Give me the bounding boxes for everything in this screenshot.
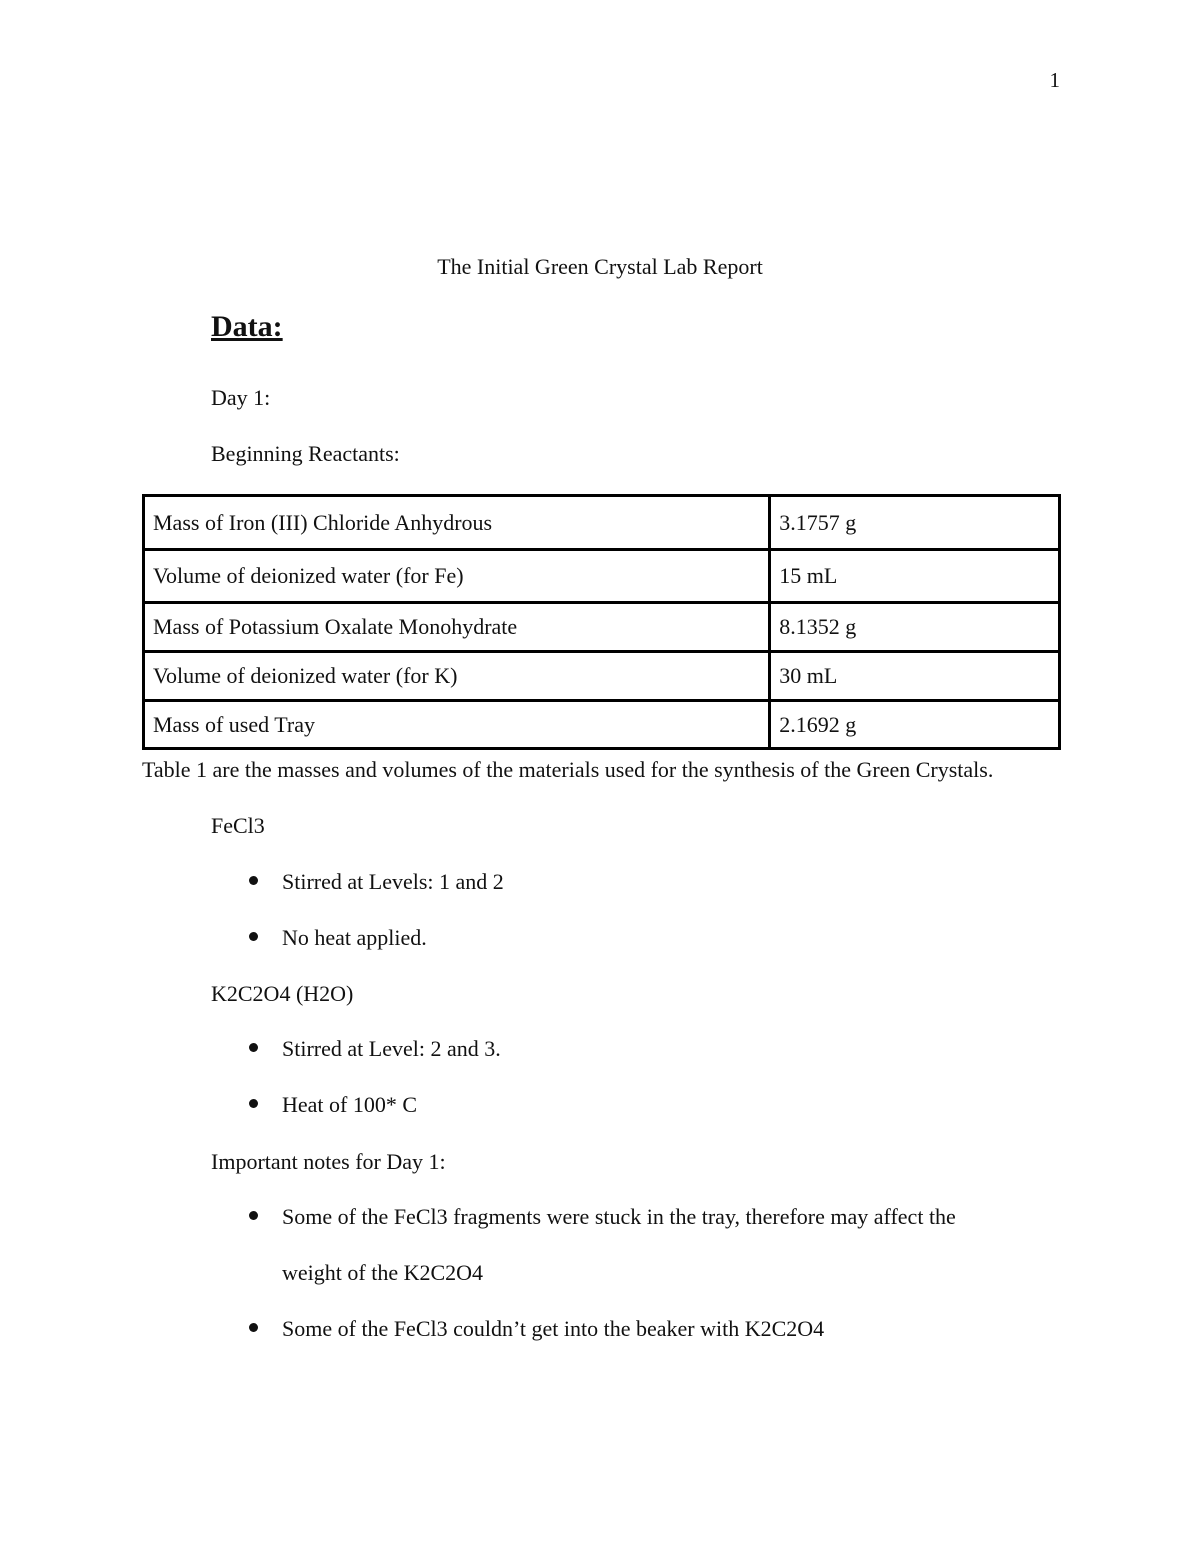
list-item	[249, 925, 427, 951]
bullet-icon	[249, 932, 258, 941]
section-heading-data: Data:	[211, 310, 283, 343]
list-item-text: Stirred at Level: 2 and 3.	[282, 1036, 501, 1061]
table-caption: Table 1 are the masses and volumes of the materials used for the synthesis of the Green Crystals.	[142, 757, 994, 782]
table-row	[144, 701, 1060, 749]
list-item-text: Heat of 100* C	[282, 1092, 418, 1117]
document-title: The Initial Green Crystal Lab Report	[437, 254, 763, 279]
list-item	[249, 1036, 501, 1062]
k2c2o4-label: K2C2O4 (H2O)	[211, 981, 354, 1006]
page-number: 1	[1049, 68, 1060, 92]
table-cell-value: 30 mL	[770, 652, 1060, 701]
table-cell-label: Mass of used Tray	[144, 701, 770, 749]
list-item	[249, 1204, 956, 1230]
table-cell-value: 3.1757 g	[770, 496, 1060, 550]
bullet-icon	[249, 1323, 258, 1332]
bullet-icon	[249, 876, 258, 885]
bullet-icon	[249, 1099, 258, 1108]
list-item-continuation: weight of the K2C2O4	[282, 1260, 484, 1285]
list-item-text: No heat applied.	[282, 925, 427, 950]
table-cell-label: Volume of deionized water (for Fe)	[144, 550, 770, 603]
reactants-label: Beginning Reactants:	[211, 441, 400, 466]
notes-label: Important notes for Day 1:	[211, 1149, 446, 1174]
table-row	[144, 603, 1060, 652]
list-item	[249, 869, 504, 895]
list-item	[249, 1092, 418, 1118]
day-label: Day 1:	[211, 385, 271, 410]
list-item	[249, 1316, 825, 1342]
reactants-table	[142, 494, 1061, 750]
fecl3-label: FeCl3	[211, 813, 265, 838]
table-row	[144, 550, 1060, 603]
table-row	[144, 652, 1060, 701]
table-cell-label: Mass of Potassium Oxalate Monohydrate	[144, 603, 770, 652]
bullet-icon	[249, 1211, 258, 1220]
bullet-icon	[249, 1043, 258, 1052]
list-item-text: Some of the FeCl3 couldn’t get into the beaker with K2C2O4	[282, 1316, 825, 1341]
table-cell-value: 8.1352 g	[770, 603, 1060, 652]
list-item-text: Stirred at Levels: 1 and 2	[282, 869, 504, 894]
table-cell-label: Volume of deionized water (for K)	[144, 652, 770, 701]
table-row	[144, 496, 1060, 550]
table-cell-value: 15 mL	[770, 550, 1060, 603]
list-item-text: Some of the FeCl3 fragments were stuck in the tray, therefore may affect the	[282, 1204, 956, 1229]
table-cell-value: 2.1692 g	[770, 701, 1060, 749]
table-cell-label: Mass of Iron (III) Chloride Anhydrous	[144, 496, 770, 550]
